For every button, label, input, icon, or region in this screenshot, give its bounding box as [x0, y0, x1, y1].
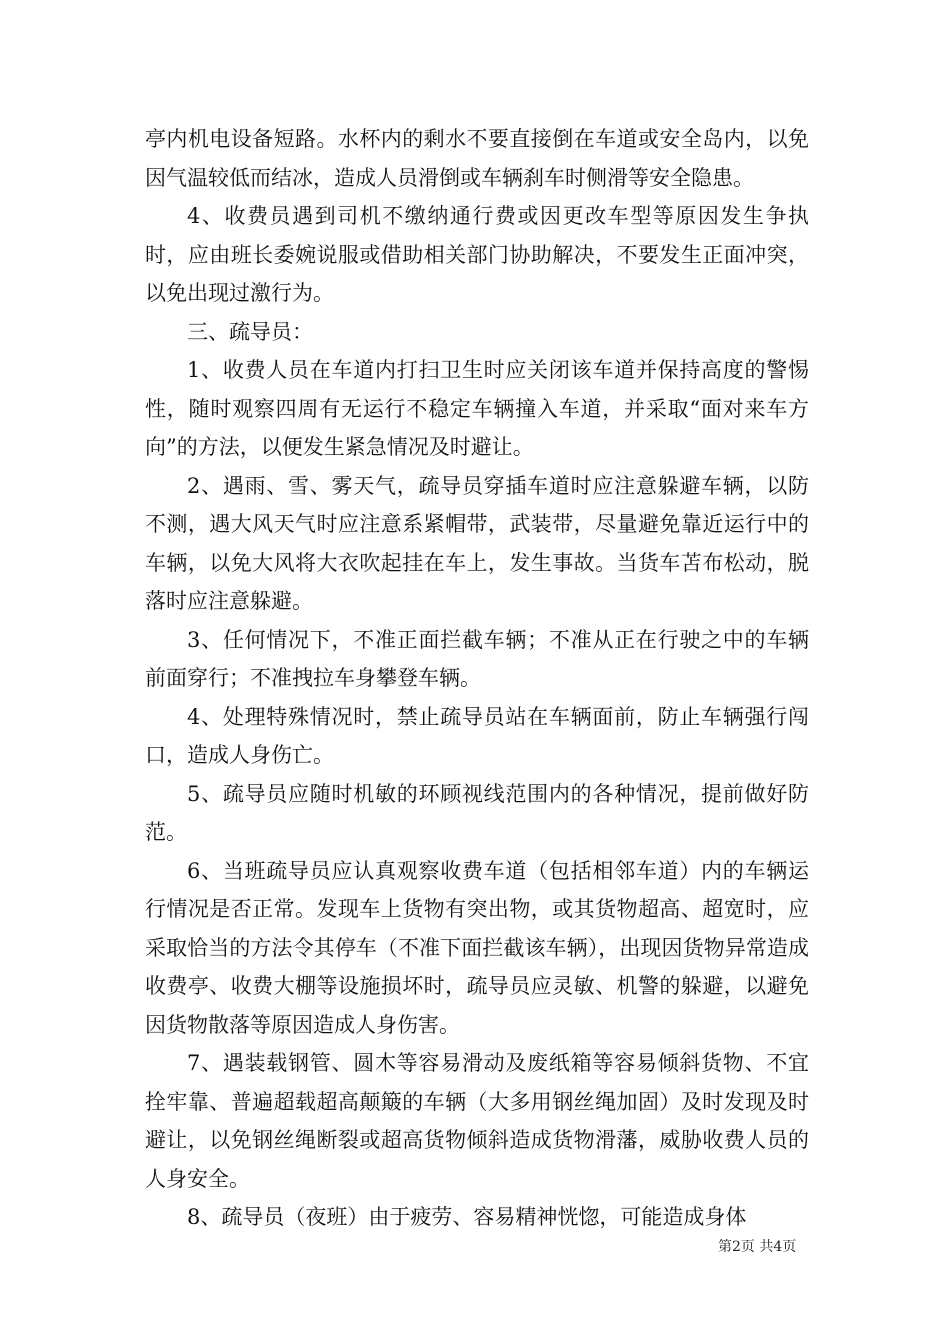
paragraph-guide-item-1: 1、收费人员在车道内打扫卫生时应关闭该车道并保持高度的警惕性，随时观察四周有无运行不稳定车辆撞入车道，并采取“面对来车方向”的方法，以便发生紧急情况及时避让。	[145, 358, 809, 459]
paragraph-guide-item-3: 3、任何情况下，不准正面拦截车辆；不准从正在行驶之中的车辆前面穿行；不准拽拉车身攀登车辆。	[145, 627, 809, 690]
document-body	[145, 120, 809, 1237]
paragraph-guide-item-2: 2、遇雨、雪、雾天气，疏导员穿插车道时应注意躲避车辆，以防不测，遇大风天气时应注意系紧帽带，武装带，尽量避免靠近运行中的车辆，以免大风将大衣吹起挂在车上，发生事故。当货车苫布松动，脱落时应注意躲避。	[145, 473, 809, 613]
paragraph-guide-item-5: 5、疏导员应随时机敏的环顾视线范围内的各种情况，提前做好防范。	[145, 781, 809, 844]
paragraph-guide-item-8: 8、疏导员（夜班）由于疲劳、容易精神恍惚，可能造成身体	[187, 1205, 747, 1229]
paragraph-guide-item-4: 4、处理特殊情况时，禁止疏导员站在车辆面前，防止车辆强行闯口，造成人身伤亡。	[145, 704, 809, 767]
paragraph-collector-item-4: 4、收费员遇到司机不缴纳通行费或因更改车型等原因发生争执时，应由班长委婉说服或借助相关部门协助解决，不要发生正面冲突，以免出现过激行为。	[145, 204, 809, 305]
page-number-footer: 第2页 共4页	[718, 1239, 797, 1255]
paragraph-guide-item-7: 7、遇装载钢管、圆木等容易滑动及废纸箱等容易倾斜货物、不宜拴牢靠、普遍超载超高颠簸的车辆（大多用钢丝绳加固）及时发现及时避让，以免钢丝绳断裂或超高货物倾斜造成货物滑藩，威胁收费人员的人身安全。	[145, 1051, 809, 1191]
paragraph-continued: 亭内机电设备短路。水杯内的剩水不要直接倒在车道或安全岛内，以免因气温较低而结冰，造成人员滑倒或车辆刹车时侧滑等安全隐患。	[145, 127, 809, 190]
paragraph-guide-item-6: 6、当班疏导员应认真观察收费车道（包括相邻车道）内的车辆运行情况是否正常。发现车上货物有突出物，或其货物超高、超宽时，应采取恰当的方法令其停车（不准下面拦截该车辆），出现因货物异常造成收费亭、收费大棚等设施损坏时，疏导员应灵敏、机警的躲避，以避免因货物散落等原因造成人身伤害。	[145, 858, 809, 1037]
section-heading-guide: 三、疏导员：	[187, 319, 313, 344]
